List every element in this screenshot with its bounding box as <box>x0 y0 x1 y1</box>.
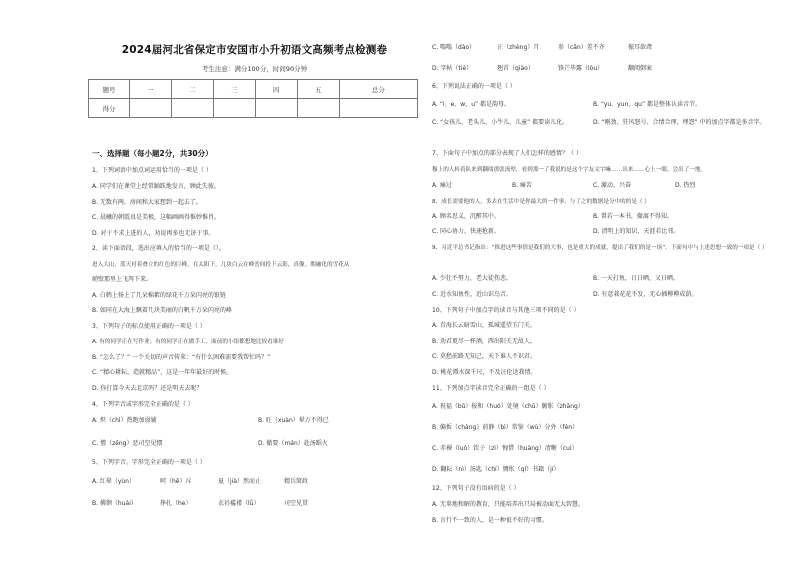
option-line: 翻阅倒案 <box>628 65 653 72</box>
option-line: A. 祝福（bǔ）报和（huó）处境（chǔ）腑胀（zhāng） <box>432 403 584 410</box>
score-table <box>88 79 418 118</box>
passage-line: 峭壁那里上飞泻下来。 <box>92 276 153 283</box>
option-line: B. 一天打鱼，日日晒，又日晒。 <box>593 275 679 282</box>
section-heading: 一、选择题（每小题2分，共30分） <box>92 149 213 158</box>
option-line: B. “yu、yun、qu” 都是整体认读音节。 <box>593 101 701 108</box>
score-cell: 题号 <box>89 80 130 99</box>
exam-notice: 考生注意：满分100分，时间90分钟 <box>201 65 308 73</box>
option-line: 挣扎（he） <box>160 500 192 507</box>
question-line: 3、下列句子的标点使用正确的一项是（ ） <box>92 323 206 330</box>
option-line: B. 旺（xuàn）晕万不得已 <box>258 417 329 424</box>
option-line: B. 言行不一致的人，是一种很不好的习惯。 <box>432 517 548 524</box>
option-line: A. 白鹤上扬上了几朵棉絮的绿花千万朵闪亮的银链 <box>92 292 226 299</box>
option-line: B. “怎么了？” 一个关切的声音传来：“有什么困难需要我帮忙吗？” <box>92 354 271 361</box>
option-line: D. 有意栽花花不发，无心插柳柳成荫。 <box>593 291 698 298</box>
option-line: B. 偏扳（chàng）前静（bì）常鉴（wù）分外（fèn） <box>432 424 579 431</box>
score-input-cell <box>171 99 213 118</box>
score-cell: 三 <box>213 80 255 99</box>
question-line: 5、下列字音、字形完全正确的一项是（ ） <box>92 459 206 466</box>
score-input-cell <box>297 99 339 118</box>
question-line: 9、习近平总书记指出：“推进这些事情是我们的大事，也是重大的成就，提出了我们的是一场”。下面句中与上述思想一致的一项是（ ） <box>432 245 768 251</box>
page-title: 2024届河北省保定市安国市小升初语文高频考点检测卷 <box>121 44 388 56</box>
option-line: C. 嗡嗡（dào） <box>432 44 476 51</box>
score-table-header-row <box>89 80 418 99</box>
option-line: D. 热烈 <box>675 182 696 189</box>
option-line: D. “刚劲、狂风怒号、合情合理、埋怨” 中的加点字都是多音字。 <box>593 119 766 126</box>
score-cell: 一 <box>130 80 172 99</box>
option-line: C. “精心耕耘，造就精品”，这是一年年最好的时候。 <box>92 369 233 376</box>
score-input-cell <box>130 99 172 118</box>
question-line: 7、下面句子中加点的部分表现了人们怎样的感情？（ ） <box>432 150 582 157</box>
question-line: 6、下列说法正确的一项是（ ） <box>432 83 516 90</box>
option-line: D. 翻耘（nì）汤匙（chí）惆怅（qí）书籍（jí） <box>432 466 560 473</box>
option-line: 翘首（qiào） <box>497 65 534 72</box>
option-line: D. 你打算今天去北京吗？还是明天去呢？ <box>92 385 203 392</box>
option-line: C. 同心协力，快速抢新。 <box>432 228 501 235</box>
option-line: 振耳欲聋 <box>628 44 653 51</box>
option-line: C. 莫愁前路无知己，天下谁人不识君。 <box>432 353 537 360</box>
option-line: C. 晨曦的朝霞真是美极，这幅画画得惟妙惟肖。 <box>92 214 221 221</box>
option-line: D. 桃花潭水深千尺，不及汪伦送我情。 <box>432 369 537 376</box>
question-line: 12、下列句子没有语病的是（ ） <box>432 485 520 492</box>
score-input-cell <box>255 99 297 118</box>
option-line: C. 近水知鱼性，近山识鸟音。 <box>432 291 513 298</box>
question-line: 11、下列加点字读音完全正确的一组是（ ） <box>432 385 550 392</box>
question-line: 1、下列词语中加点词运用恰当的一项是（ ） <box>92 167 212 174</box>
score-cell: 二 <box>171 80 213 99</box>
option-line: D. 清明上的知识，天涯若比邻。 <box>593 228 680 235</box>
option-line: B. 如同在大海上飘着几块美丽的白帆千万朵闪亮的峰 <box>92 307 232 314</box>
option-line: A. 炽（chì）热跑加弱辅 <box>92 417 157 424</box>
option-line: A. 青海长云暗雪山，孤城遥望玉门关。 <box>432 322 536 329</box>
option-line: B. 拂徊（huái） <box>92 500 137 507</box>
option-line: C. “女孩儿、老头儿、小牛儿、儿童” 都要读儿化。 <box>432 119 569 126</box>
option-line: 司空见贯 <box>284 500 309 507</box>
option-line: A. 同学们在课堂上经常踊跃地发言，顾此失彼。 <box>92 183 220 190</box>
option-line: C. 激动、兴奋 <box>593 182 632 189</box>
option-line: D. 撤要（mán）赴汤蹈火 <box>258 440 328 447</box>
option-line: A. 少壮不努力，老大徒伤悲。 <box>432 275 512 282</box>
option-line: C. 赤裸（luǒ）饮子（zì）惋惜（huàng）清晰（cui） <box>432 445 578 452</box>
option-line: A. 痛过 <box>432 182 452 189</box>
question-line: 10、下列句子中加点字的读音与其他三项不同的是（ ） <box>432 307 580 314</box>
question-line: 2、读下面语段，选出应填入的恰当的一项是（）。 <box>92 245 225 252</box>
option-line: B. 置若一本书，撤离不得知。 <box>593 213 673 220</box>
question-line: 8、成长需要他的人，多去在生活中是你最大的一件事。与了之的数据是分中的的是（ ） <box>432 199 650 205</box>
option-line: 精兵简政 <box>284 478 309 485</box>
score-input-cell <box>213 99 255 118</box>
option-line: A. 顾名思义，沉醉其中。 <box>432 213 500 220</box>
question-line: 4、下列字音或字形完全正确的是（ ） <box>92 401 194 408</box>
score-input-cell <box>339 99 417 118</box>
option-line: A. 有的同学正在写作业；有的同学正在做手工。面前的小组都想地比较看谁好 <box>92 339 284 345</box>
score-cell: 四 <box>255 80 297 99</box>
score-table-score-row <box>89 99 418 118</box>
option-line: 夏（jià）然而止 <box>218 478 262 485</box>
score-cell: 得分 <box>89 99 130 118</box>
option-line: 参（cān）差不齐 <box>558 44 605 51</box>
score-cell: 五 <box>297 80 339 99</box>
option-line: A. 无辜地和解的教育，只能培养出只局被动面无大智慧。 <box>432 501 584 508</box>
option-line: B. 痛苦 <box>512 182 532 189</box>
option-line: 正（zhèng）月 <box>497 44 540 51</box>
passage-line: 穆上的人转着队来到翻阅那张流壁，看到那一了我说的是这个字友文字嘛……出来……心上一眼，会出了一地。 <box>432 167 707 173</box>
option-line: B. 劝君更尽一杯酒，西出阳关无故人。 <box>432 338 536 345</box>
option-line: D. 对于不求上进的人，劝说再多也无济于事。 <box>92 230 215 237</box>
option-line: B. 无数有两，房间和大家想到一起去了。 <box>92 199 202 206</box>
option-line: 锋芒毕露（lòu） <box>558 65 604 72</box>
passage-line: 进入大山，蓝天衬着叠立的红色的巨峰，在太阳下，几块白云在峰峦间投下云影，真像。期融化的雪花从 <box>92 262 350 268</box>
option-line: C. 憎（zēng）恶司空见惯 <box>92 440 163 447</box>
score-cell: 总分 <box>339 80 417 99</box>
option-line: D. 字帖（tiè） <box>432 65 473 72</box>
option-line: A. “i、e、w、u” 都是韵母。 <box>432 101 511 108</box>
option-line: A. 红晕（yùn） <box>92 478 135 485</box>
option-line: 衣衫褴褛（lǚ） <box>218 500 260 507</box>
option-line: 呵（hē）斥 <box>160 478 192 485</box>
